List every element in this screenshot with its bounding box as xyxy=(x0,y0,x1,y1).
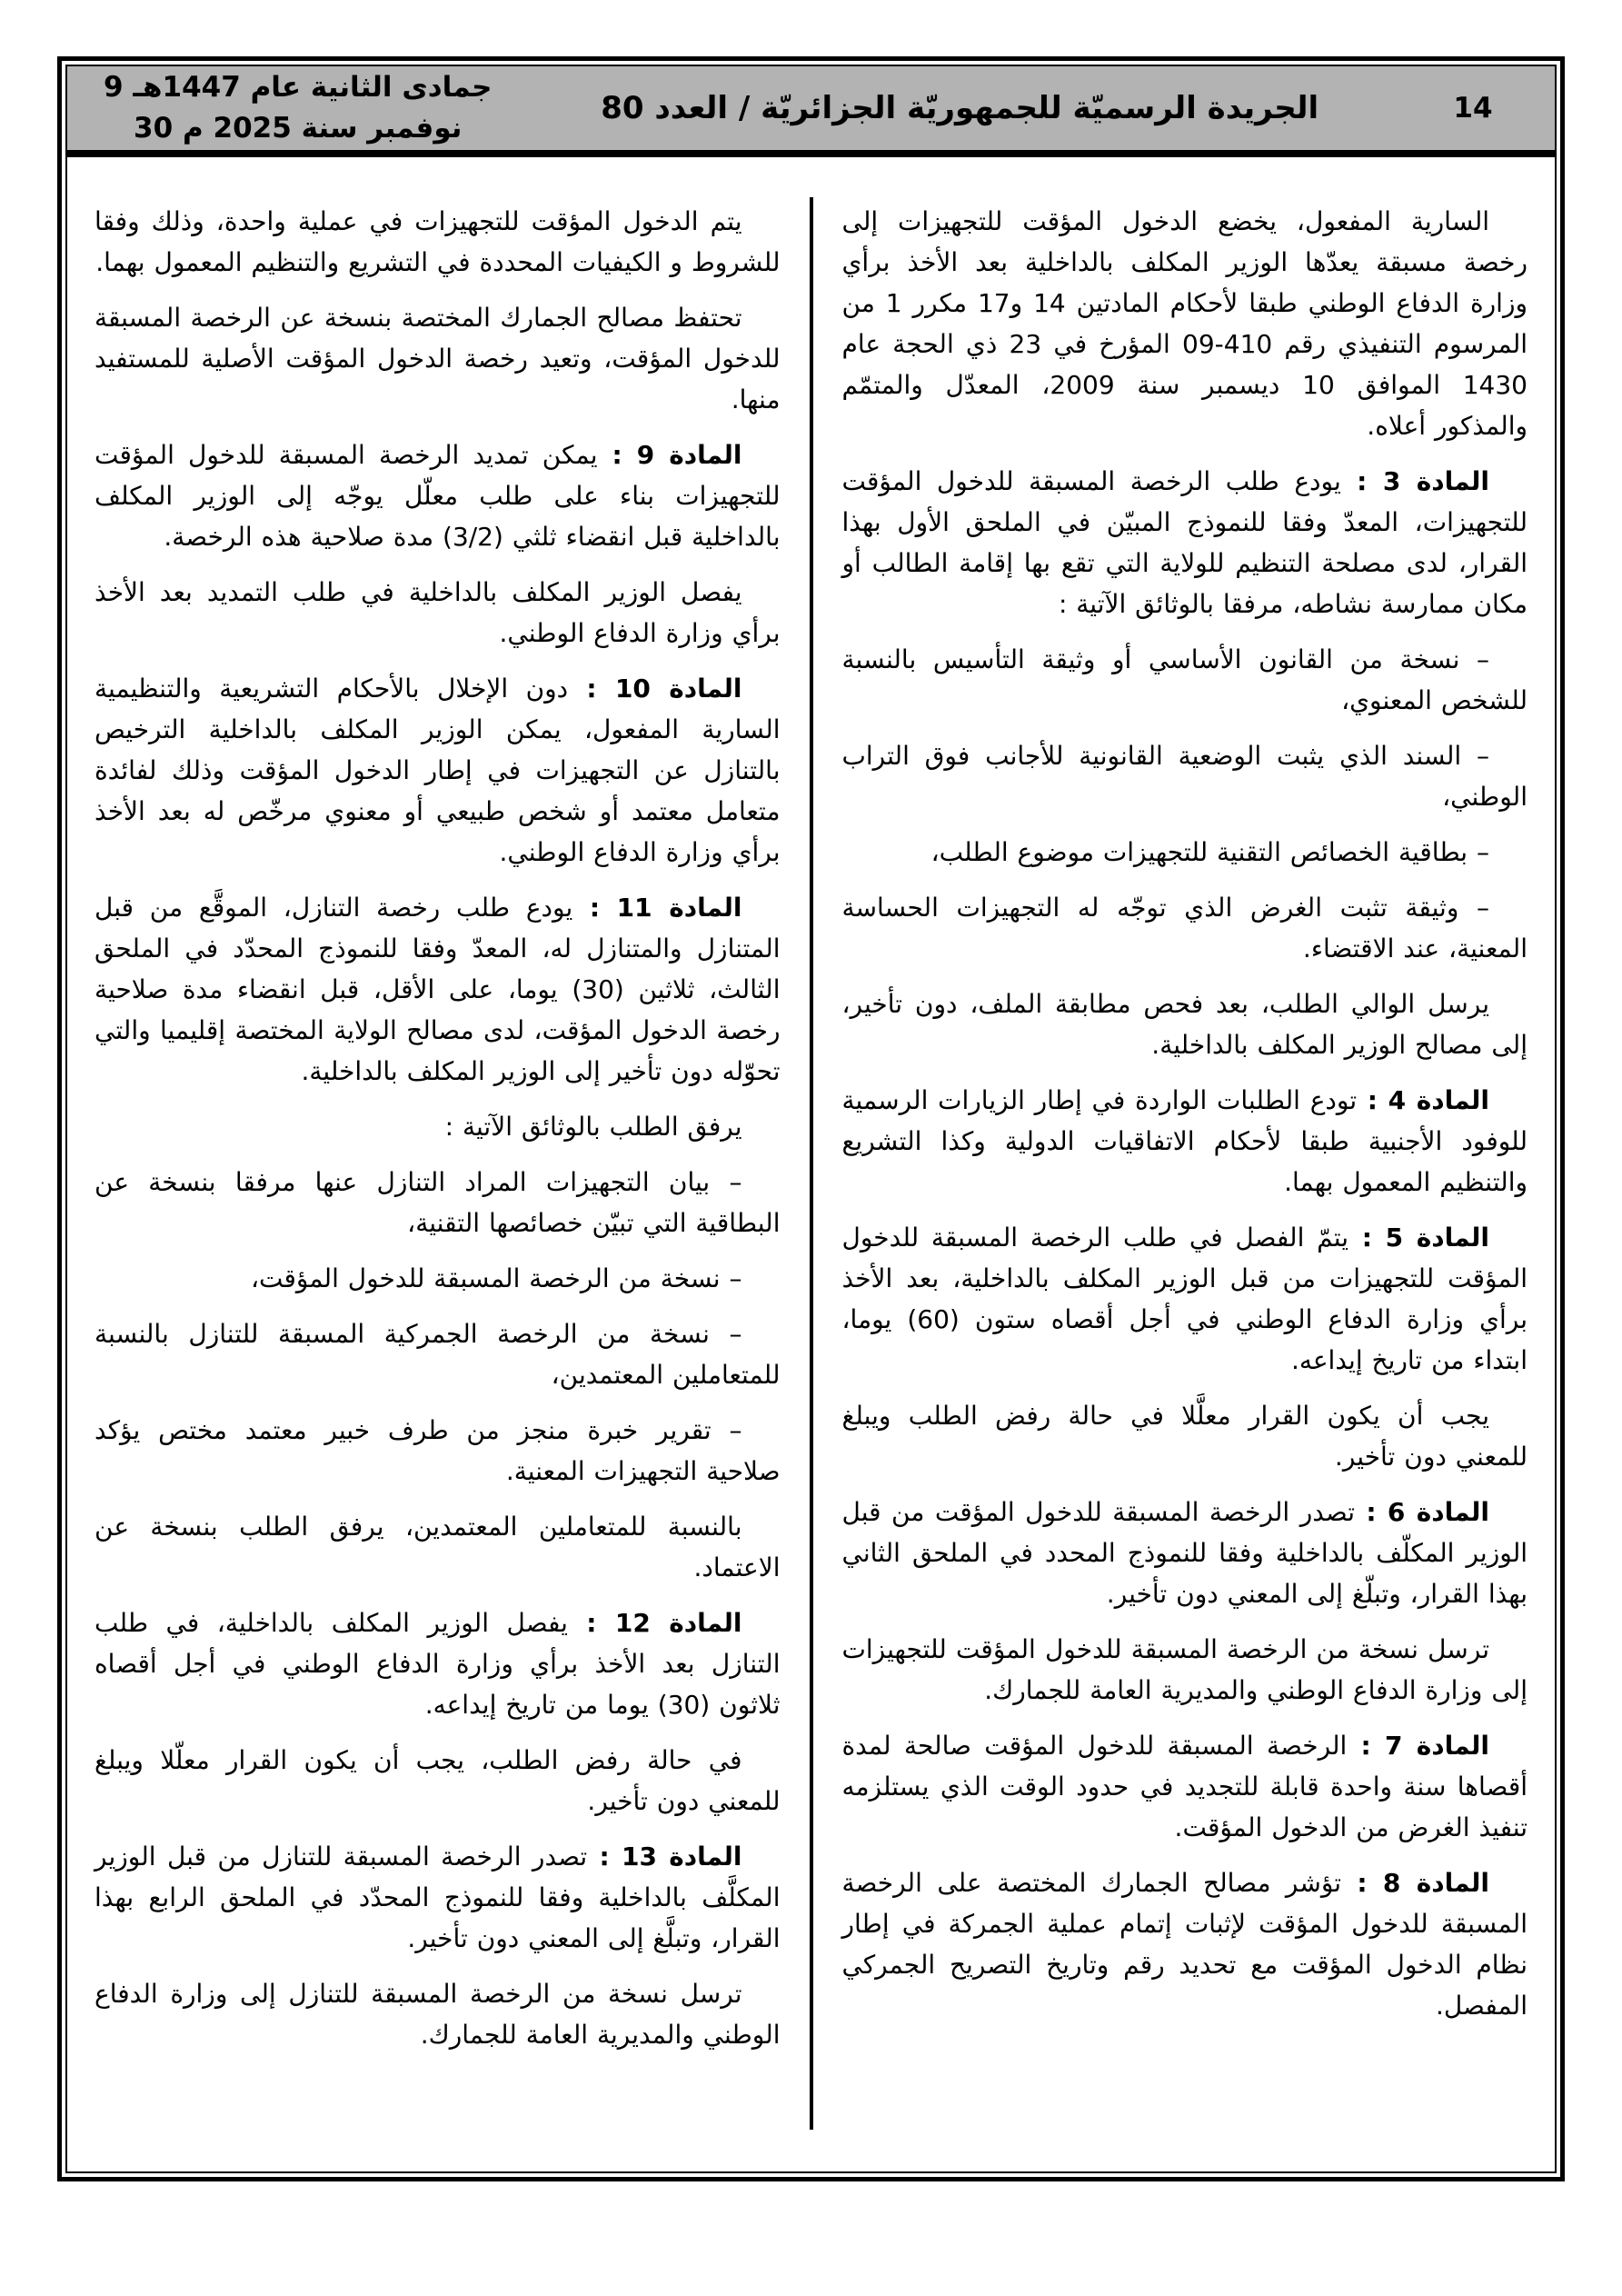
paragraph-text: – نسخة من القانون الأساسي أو وثيقة التأسيس بالنسبة للشخص المعنوي، xyxy=(841,644,1527,715)
article-paragraph xyxy=(95,434,781,557)
article-paragraph xyxy=(842,1080,1528,1203)
column-divider xyxy=(810,197,813,2130)
paragraph xyxy=(95,297,781,420)
paragraph-text: السارية المفعول، يخضع الدخول المؤقت للتجهيزات إلى رخصة مسبقة يعدّها الوزير المكلف بالداخلية بعد الأخذ برأي وزارة الدفاع الوطني طبقا لأحكام المادتين 14 و17 مكرر 1 من المرسوم التنفيذي رقم 410-09 المؤرخ في 23 ذي الحجة عام 1430 الموافق 10 ديسمبر سنة 2009، المعدّل والمتمّم والمذكور أعلاه. xyxy=(841,206,1528,441)
paragraph xyxy=(95,201,781,283)
article-paragraph xyxy=(95,668,781,873)
page-frame-inner xyxy=(65,65,1557,2173)
article-paragraph xyxy=(842,1217,1528,1381)
paragraph-text: دون الإخلال بالأحكام التشريعية والتنظيمية السارية المفعول، يمكن الوزير المكلف بالداخلية الترخيص بالتنازل عن التجهيزات في إطار الدخول المؤقت وذلك لفائدة متعامل معتمد أو شخص طبيعي أو معنوي مرخّص له بعد الأخذ برأي وزارة الدفاع الوطني. xyxy=(95,674,781,867)
left-column xyxy=(67,165,811,2171)
article-paragraph xyxy=(842,1492,1528,1614)
paragraph xyxy=(95,1506,781,1588)
paragraph-text: يرسل الوالي الطلب، بعد فحص مطابقة الملف، دون تأخير، إلى مصالح الوزير المكلف بالداخلية. xyxy=(841,989,1527,1060)
list-item xyxy=(95,1313,781,1395)
article-lead: المادة 8 : xyxy=(1341,1868,1490,1898)
article-paragraph xyxy=(95,887,781,1092)
list-item xyxy=(842,639,1528,721)
article-lead: المادة 4 : xyxy=(1357,1085,1489,1115)
paragraph xyxy=(842,201,1528,446)
paragraph-text: تصدر الرخصة المسبقة للتنازل من قبل الوزير المكلَّف بالداخلية وفقا للنموذج المحدّد في الملحق الرابع بهذا القرار، وتبلَّغ إلى المعني دون تأخير. xyxy=(95,1842,781,1953)
masthead xyxy=(67,66,1555,157)
paragraph-text: يتمّ الفصل في طلب الرخصة المسبقة للدخول المؤقت للتجهيزات من قبل الوزير المكلف بالداخلية، بعد الأخذ برأي وزارة الدفاع الوطني في أجل أقصاه ستون (60) يوما، ابتداء من تاريخ إيداعه. xyxy=(841,1223,1527,1375)
page-number: 14 xyxy=(1453,92,1493,125)
list-item xyxy=(95,1162,781,1243)
article-lead: المادة 6 : xyxy=(1355,1497,1489,1527)
paragraph xyxy=(95,1106,781,1147)
article-paragraph xyxy=(842,461,1528,624)
paragraph-text: بالنسبة للمتعاملين المعتمدين، يرفق الطلب بنسخة عن الاعتماد. xyxy=(95,1512,781,1582)
paragraph-text: تودع الطلبات الواردة في إطار الزيارات الرسمية للوفود الأجنبية طبقا لأحكام الاتفاقيات الدولية وكذا التشريع والتنظيم المعمول بهما. xyxy=(841,1085,1527,1197)
paragraph xyxy=(842,983,1528,1065)
paragraph-text: في حالة رفض الطلب، يجب أن يكون القرار معلّلا ويبلغ للمعني دون تأخير. xyxy=(95,1745,781,1816)
list-item xyxy=(842,735,1528,817)
paragraph-text: ترسل نسخة من الرخصة المسبقة للدخول المؤقت للتجهيزات إلى وزارة الدفاع الوطني والمديرية العامة للجمارك. xyxy=(841,1634,1527,1705)
hijri-date: 9 جمادى الثانية عام 1447هـ xyxy=(104,71,493,105)
article-lead: المادة 13 : xyxy=(587,1842,742,1872)
masthead-title: الجريدة الرسميّة للجمهوريّة الجزائريّة / العدد 80 xyxy=(601,90,1319,126)
article-lead: المادة 12 : xyxy=(567,1608,742,1638)
article-lead: المادة 11 : xyxy=(572,893,742,923)
paragraph-text: – السند الذي يثبت الوضعية القانونية للأجانب فوق التراب الوطني، xyxy=(841,741,1527,812)
paragraph-text: يجب أن يكون القرار معلَّلا في حالة رفض الطلب ويبلغ للمعني دون تأخير. xyxy=(841,1401,1527,1472)
paragraph-text: ترسل نسخة من الرخصة المسبقة للتنازل إلى وزارة الدفاع الوطني والمديرية العامة للجمارك. xyxy=(95,1979,781,2050)
paragraph-text: – تقرير خبرة منجز من طرف خبير معتمد مختص يؤكد صلاحية التجهيزات المعنية. xyxy=(95,1415,781,1486)
paragraph xyxy=(842,1395,1528,1477)
article-lead: المادة 9 : xyxy=(597,440,742,470)
article-paragraph xyxy=(95,1602,781,1725)
content-columns xyxy=(67,165,1555,2171)
paragraph-text: – بيان التجهيزات المراد التنازل عنها مرفقا بنسخة عن البطاقية التي تبيّن خصائصها التقنية، xyxy=(95,1167,781,1238)
paragraph-text: يودع طلب الرخصة المسبقة للدخول المؤقت للتجهيزات، المعدّ وفقا للنموذج المبيّن في الملحق الأول بهذا القرار، لدى مصلحة التنظيم للولاية التي تقع بها إقامة الطالب أو مكان ممارسة نشاطه، مرفقا بالوثائق الآتية : xyxy=(841,466,1527,619)
article-lead: المادة 5 : xyxy=(1348,1223,1489,1253)
paragraph-text: يتم الدخول المؤقت للتجهيزات في عملية واحدة، وذلك وفقا للشروط و الكيفيات المحددة في التشريع والتنظيم المعمول بهما. xyxy=(95,206,781,277)
article-lead: المادة 10 : xyxy=(568,674,742,704)
list-item xyxy=(95,1410,781,1492)
right-column xyxy=(811,165,1556,2171)
list-item xyxy=(842,887,1528,969)
paragraph xyxy=(95,572,781,654)
paragraph-text: – نسخة من الرخصة الجمركية المسبقة للتنازل بالنسبة للمتعاملين المعتمدين، xyxy=(95,1319,781,1390)
article-paragraph xyxy=(95,1836,781,1959)
paragraph-text: تصدر الرخصة المسبقة للدخول المؤقت من قبل الوزير المكلّف بالداخلية وفقا للنموذج المحدد في الملحق الثاني بهذا القرار، وتبلّغ إلى المعني دون تأخير. xyxy=(841,1497,1527,1609)
list-item xyxy=(842,832,1528,873)
paragraph-text: تؤشر مصالح الجمارك المختصة على الرخصة المسبقة للدخول المؤقت لإثبات إتمام عملية الجمركة في إطار نظام الدخول المؤقت مع تحديد رقم وتاريخ التصريح الجمركي المفصل. xyxy=(841,1868,1527,2021)
paragraph-text: يمكن تمديد الرخصة المسبقة للدخول المؤقت للتجهيزات بناء على طلب معلّل يوجّه إلى الوزير المكلف بالداخلية قبل انقضاء ثلثي (3/2) مدة صلاحية هذه الرخصة. xyxy=(95,440,781,552)
paragraph-text: يرفق الطلب بالوثائق الآتية : xyxy=(444,1112,742,1142)
article-lead: المادة 7 : xyxy=(1347,1731,1489,1761)
paragraph-text: – نسخة من الرخصة المسبقة للدخول المؤقت، xyxy=(250,1263,742,1293)
paragraph xyxy=(842,1629,1528,1711)
article-lead: المادة 3 : xyxy=(1340,466,1490,496)
paragraph-text: يودع طلب رخصة التنازل، الموقَّع من قبل المتنازل والمتنازل له، المعدّ وفقا للنموذج المحدّد في الملحق الثالث، ثلاثين (30) يوما، على الأقل، قبل انقضاء مدة صلاحية رخصة الدخول المؤقت، لدى مصالح الولاية المختصة إقليميا والتي تحوّله دون تأخير إلى الوزير المكلف بالداخلية. xyxy=(95,893,781,1086)
masthead-dates xyxy=(67,67,528,149)
paragraph xyxy=(95,1973,781,2055)
paragraph-text: الرخصة المسبقة للدخول المؤقت صالحة لمدة أقصاها سنة واحدة قابلة للتجديد في حدود الوقت الذي يستلزمه تنفيذ الغرض من الدخول المؤقت. xyxy=(841,1731,1527,1842)
article-paragraph xyxy=(842,1862,1528,2026)
gregorian-date: 30 نوفمبر سنة 2025 م xyxy=(134,112,463,145)
article-paragraph xyxy=(842,1725,1528,1848)
paragraph-text: يفصل الوزير المكلف بالداخلية في طلب التمديد بعد الأخذ برأي وزارة الدفاع الوطني. xyxy=(95,577,781,648)
paragraph-text: يفصل الوزير المكلف بالداخلية، في طلب التنازل بعد الأخذ برأي وزارة الدفاع الوطني في أجل أقصاه ثلاثون (30) يوما من تاريخ إيداعه. xyxy=(95,1608,781,1720)
paragraph-text: – وثيقة تثبت الغرض الذي توجّه له التجهيزات الحساسة المعنية، عند الاقتضاء. xyxy=(841,893,1527,963)
page-frame xyxy=(57,56,1565,2181)
paragraph xyxy=(95,1740,781,1822)
paragraph-text: تحتفظ مصالح الجمارك المختصة بنسخة عن الرخصة المسبقة للدخول المؤقت، وتعيد رخصة الدخول المؤقت الأصلية للمستفيد منها. xyxy=(95,303,781,414)
list-item xyxy=(95,1258,781,1299)
paragraph-text: – بطاقية الخصائص التقنية للتجهيزات موضوع الطلب، xyxy=(930,837,1489,867)
